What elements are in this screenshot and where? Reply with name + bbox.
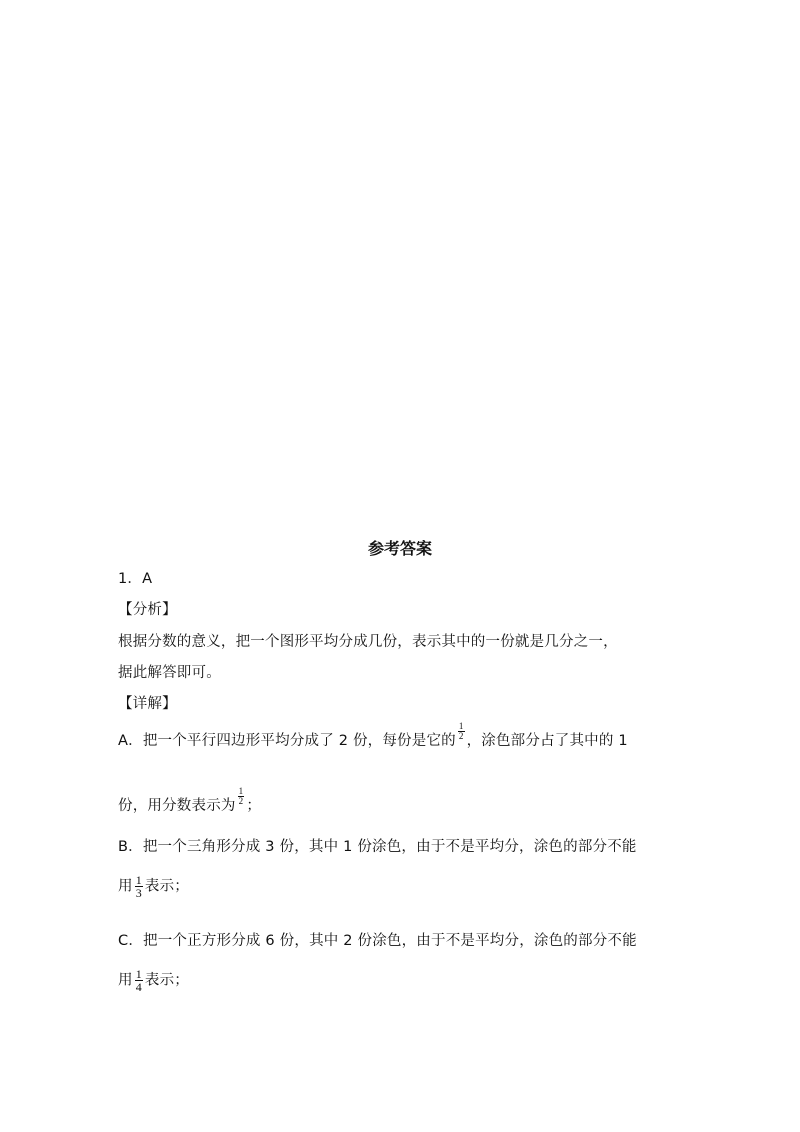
analysis-line-2: 据此解答即可。 <box>118 665 221 681</box>
fraction-denominator: 4 <box>135 980 142 994</box>
option-b-line-1: B．把一个三角形分成 3 份，其中 1 份涂色，由于不是平均分，涂色的部分不能 <box>118 839 637 855</box>
fraction-one-half <box>238 787 245 806</box>
analysis-line-1: 根据分数的意义，把一个图形平均分成几份，表示其中的一份就是几分之一， <box>118 634 618 650</box>
option-a-line-1 <box>118 720 628 751</box>
fraction-one-third <box>135 874 143 899</box>
fraction-numerator: 1 <box>135 873 142 887</box>
option-b2-text-pre: 用 <box>118 878 133 895</box>
page-title: 参考答案 <box>367 539 432 558</box>
fraction-one-half <box>458 722 465 741</box>
fraction-denominator: 2 <box>238 795 244 806</box>
option-a2-text-post: ； <box>246 798 262 814</box>
fraction-denominator: 2 <box>458 730 464 741</box>
option-a2-text-pre: 份，用分数表示为 <box>118 798 236 814</box>
fraction-numerator: 1 <box>238 785 244 796</box>
option-c-line-1: C．把一个正方形分成 6 份，其中 2 份涂色，由于不是平均分，涂色的部分不能 <box>118 933 637 949</box>
fraction-numerator: 1 <box>135 967 142 981</box>
option-a-text-pre: A．把一个平行四边形平均分成了 2 份，每份是它的 <box>118 733 456 749</box>
option-c2-text-post: 表示； <box>144 972 190 989</box>
fraction-denominator: 3 <box>135 886 142 900</box>
fraction-numerator: 1 <box>458 720 464 731</box>
option-a-line-2 <box>118 785 262 816</box>
detail-header: 【详解】 <box>118 696 177 712</box>
option-c-line-2 <box>118 968 189 993</box>
fraction-one-quarter <box>135 968 143 993</box>
option-c2-text-pre: 用 <box>118 972 133 989</box>
option-b-line-2 <box>118 874 189 899</box>
analysis-header: 【分析】 <box>118 602 177 618</box>
option-a-text-post: ，涂色部分占了其中的 1 <box>466 733 628 749</box>
answer-line-q1: 1．A <box>118 571 153 587</box>
option-b2-text-post: 表示； <box>144 878 190 895</box>
